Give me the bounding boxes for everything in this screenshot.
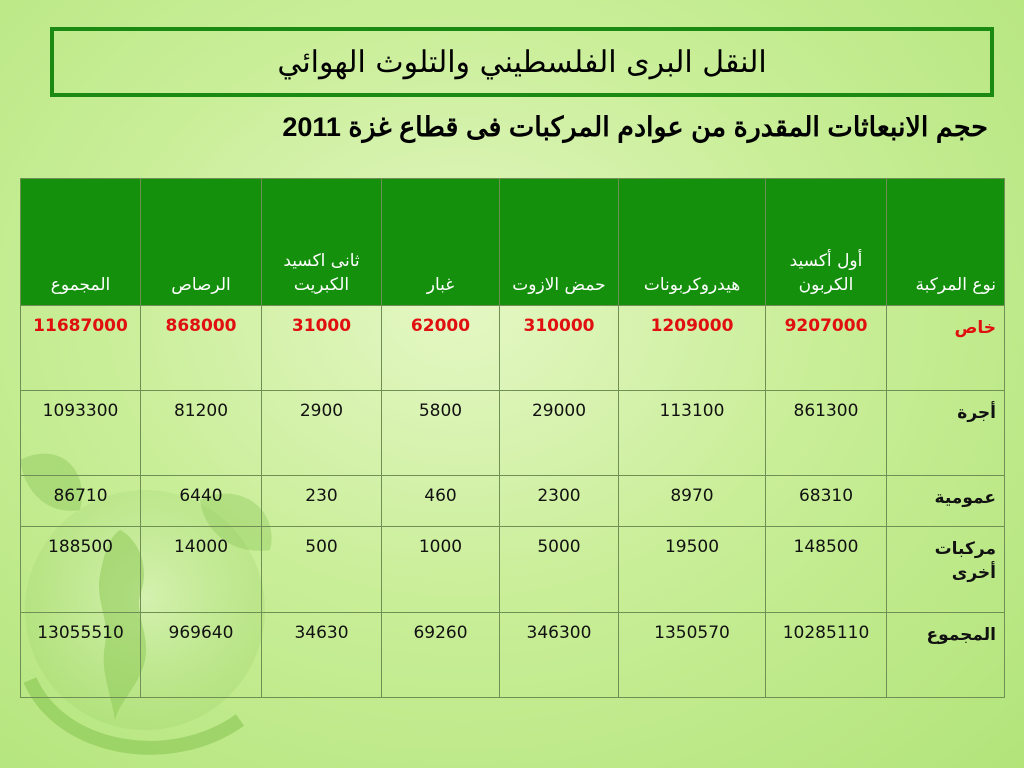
table-row: [21, 476, 1005, 527]
table-row: [21, 527, 1005, 613]
table-cell: 1000: [382, 527, 500, 613]
table-cell: 86710: [21, 476, 141, 527]
row-label: أجرة: [887, 391, 1005, 476]
header-dust: غبار: [382, 179, 500, 306]
table-cell: 969640: [141, 613, 262, 698]
table-cell: 188500: [21, 527, 141, 613]
header-sulfur-dioxide: ثانى اكسيد الكبريت: [262, 179, 382, 306]
table-cell: 5000: [500, 527, 619, 613]
table-cell: 8970: [619, 476, 766, 527]
row-label: عمومية: [887, 476, 1005, 527]
table-cell: 13055510: [21, 613, 141, 698]
table-cell: 500: [262, 527, 382, 613]
table-cell: 69260: [382, 613, 500, 698]
table-row: [21, 613, 1005, 698]
table-cell: 861300: [766, 391, 887, 476]
row-label: المجموع: [887, 613, 1005, 698]
table-cell: 1209000: [619, 306, 766, 391]
header-vehicle-type: نوع المركبة: [887, 179, 1005, 306]
table-cell: 10285110: [766, 613, 887, 698]
table-cell: 148500: [766, 527, 887, 613]
table-cell: 29000: [500, 391, 619, 476]
emissions-table: [20, 178, 1005, 698]
header-nitric-acid: حمض الازوت: [500, 179, 619, 306]
table-cell: 14000: [141, 527, 262, 613]
table-cell: 19500: [619, 527, 766, 613]
table-cell: 62000: [382, 306, 500, 391]
table-cell: 1093300: [21, 391, 141, 476]
header-hydrocarbons: هيدروكربونات: [619, 179, 766, 306]
table-row: [21, 391, 1005, 476]
table-cell: 31000: [262, 306, 382, 391]
header-total: المجموع: [21, 179, 141, 306]
table-cell: 9207000: [766, 306, 887, 391]
table-cell: 1350570: [619, 613, 766, 698]
table-cell: 34630: [262, 613, 382, 698]
table-header-row: [21, 179, 1005, 306]
table-cell: 6440: [141, 476, 262, 527]
table-cell: 2300: [500, 476, 619, 527]
table-cell: 2900: [262, 391, 382, 476]
table-row: [21, 306, 1005, 391]
header-lead: الرصاص: [141, 179, 262, 306]
table-cell: 230: [262, 476, 382, 527]
table-cell: 113100: [619, 391, 766, 476]
table-caption: حجم الانبعاثات المقدرة من عوادم المركبات فى قطاع غزة 2011: [282, 112, 988, 142]
header-carbon-monoxide: أول أكسيد الكربون: [766, 179, 887, 306]
title-box: [50, 27, 994, 97]
slide-title: النقل البرى الفلسطيني والتلوث الهوائي: [277, 44, 767, 80]
table-cell: 81200: [141, 391, 262, 476]
table-cell: 346300: [500, 613, 619, 698]
table-cell: 460: [382, 476, 500, 527]
row-label: خاص: [887, 306, 1005, 391]
table-cell: 68310: [766, 476, 887, 527]
table-cell: 5800: [382, 391, 500, 476]
table-cell: 868000: [141, 306, 262, 391]
row-label: مركبات أخرى: [887, 527, 1005, 613]
table-cell: 11687000: [21, 306, 141, 391]
table-cell: 310000: [500, 306, 619, 391]
